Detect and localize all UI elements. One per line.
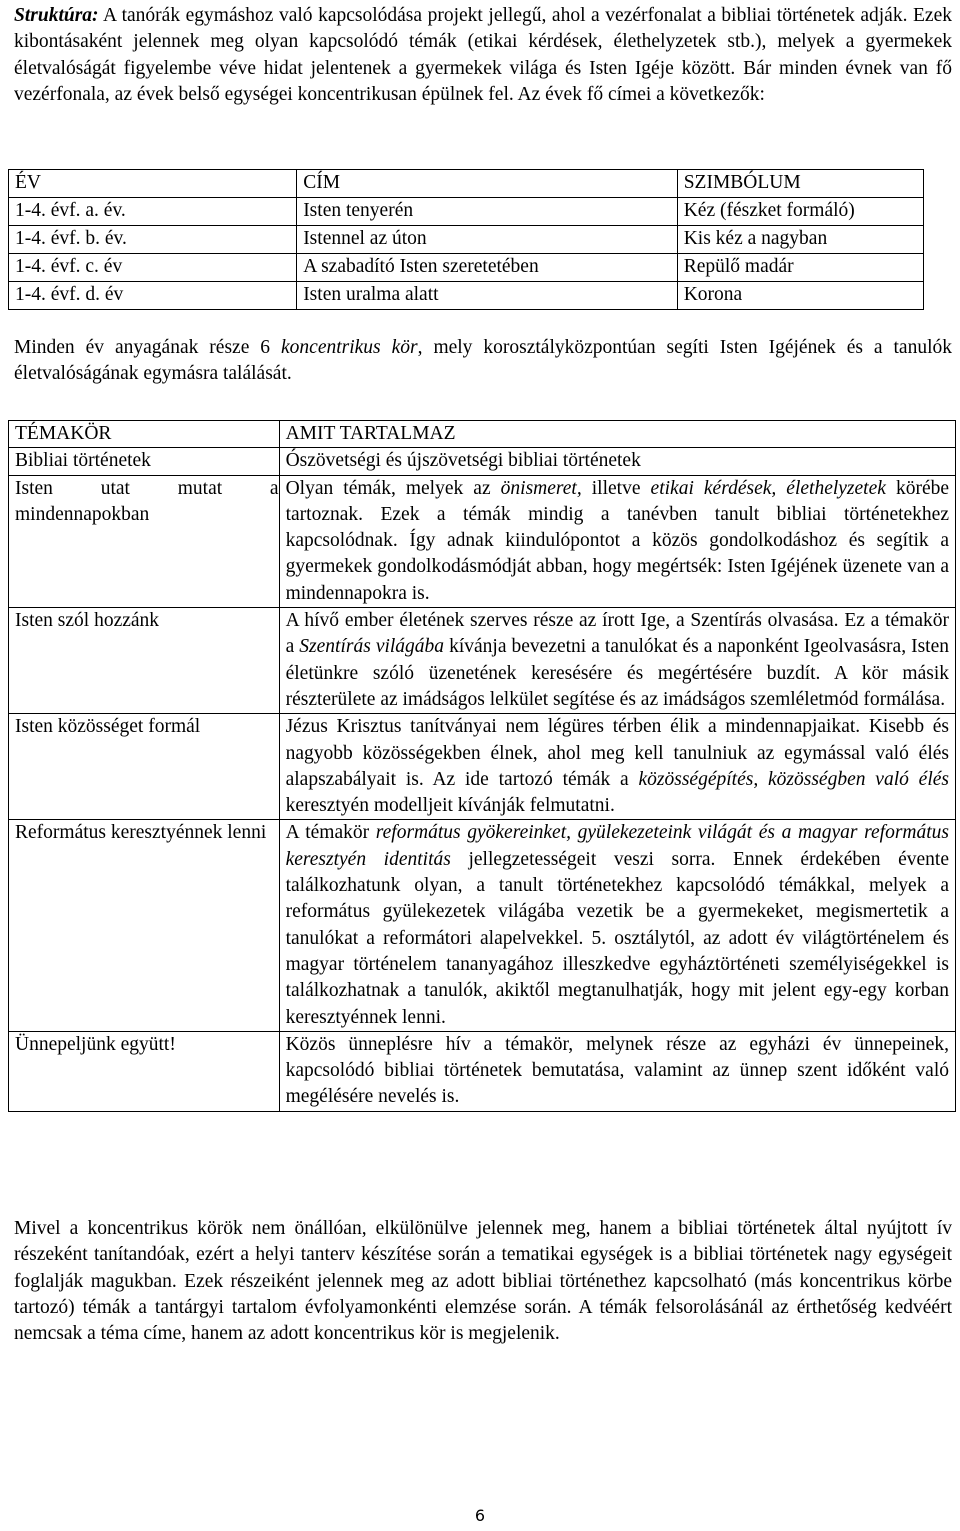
topic-cell: Református keresztyénnek lenni bbox=[9, 820, 280, 1031]
content-cell bbox=[279, 608, 955, 714]
structure-paragraph bbox=[14, 3, 952, 108]
content-text: Közös ünneplésre hív a témakör, melynek része az egyházi év ünnepeinek, kapcsolódó bibliai történetek bemutatása, valamint az ünnep szent időként való megélésére nevelés is. bbox=[285, 1033, 949, 1108]
years-table-header bbox=[9, 170, 924, 198]
concentric-paragraph bbox=[14, 335, 952, 388]
concentric-emphasis: koncentrikus kör bbox=[281, 337, 418, 358]
topics-table bbox=[8, 420, 956, 1112]
content-text: kívánja bevezetni a tanulókat és a naponként Igeolvasásra, Isten életünkre szóló üzenetének keresésére és megértésére buzdít. A kör másik részterülete az imádságos lelkület segítése és az imádságos szemléletmód formálása. bbox=[285, 636, 949, 710]
structure-label: Struktúra: bbox=[14, 5, 99, 26]
content-cell bbox=[279, 1031, 955, 1111]
table-row bbox=[9, 608, 956, 714]
years-table bbox=[8, 169, 924, 310]
title-cell: Isten uralma alatt bbox=[297, 282, 678, 310]
concentric-text-before: Minden év anyagának része 6 bbox=[14, 337, 282, 358]
closing-text: Mivel a koncentrikus körök nem önállóan, elkülönülve jelennek meg, hanem a bibliai történetek által nyújtott ív részeként tanítandóak, ezért a helyi tanterv készítése során a tematikai egységek is a bibliai történetek nagy egységeit foglalják magukban. Ezek részeiként jelennek meg az adott bibliai történethez kapcsolható (más koncentrikus körbe tartozó) témák a tantárgyi tartalom évfolyamonkénti elemzése során. A témák felsorolásánál az érthetőség kedvéért nemcsak a téma címe, hanem az adott koncentrikus kör is megjelenik. bbox=[14, 1218, 952, 1345]
table-row bbox=[9, 254, 924, 282]
content-text: körébe tartoznak. Ezek a témák mindig a tanévben tanult bibliai történetekhez kapcsolódnak. Így adnak kiindulópontot a közös gondolkodáshoz és segítik a gyermekek gondolkodásmódját abban, hogy megértsék: Isten Igéjének üzenete van a mindennapokra is. bbox=[285, 477, 950, 604]
content-text: A hívő ember életének szerves része az írott Ige, a Szentírás olvasása. Ez a témakör a bbox=[285, 610, 949, 658]
closing-paragraph bbox=[14, 1216, 952, 1347]
topic-cell: Bibliai történetek bbox=[9, 448, 280, 475]
content-text: jellegzetességeit veszi sorra. Ennek érdekében évente találkozhatunk olyan, a tanult történetekhez kapcsolódó témákkal, melyek a református gyülekezetek világába vezetik be a gyermekeket, megismertetik a tanulókat a reformátori alapelvekkel. 5. osztálytól, az adott év világtörténelem és magyar történelem tananyagához illeszkedve egyháztörténeti személyiségekkel is találkozhatnak a tanulók, akiktől megtanulhatják, hogy mit jelent egy-egy korban keresztyénnek lenni. bbox=[285, 848, 949, 1028]
content-emphasis: etikai kérdések, élethelyzetek bbox=[650, 477, 886, 499]
table-row bbox=[9, 714, 956, 820]
content-emphasis: Szentírás világába bbox=[299, 636, 445, 658]
year-cell: 1-4. évf. d. év bbox=[9, 282, 297, 310]
concentric-text-after: , mely korosztályközpontúan segíti Isten Igéjének és a tanulók életvalóságának egymásra találását. bbox=[14, 337, 952, 385]
topic-cell: Ünnepeljünk együtt! bbox=[9, 1031, 280, 1111]
topic-cell: Isten közösséget formál bbox=[9, 714, 280, 820]
content-text: illetve bbox=[581, 477, 651, 499]
content-text: Ószövetségi és újszövetségi bibliai történetek bbox=[285, 450, 641, 472]
content-text: Jézus Krisztus tanítványai nem légüres térben élik a mindennapjaikat. Kisebb és nagyobb közösségekben élnek, ahol meg kell tanulniuk az egymással való élés alapszabályait is. Az ide tartozó témák a bbox=[285, 716, 949, 790]
table-row bbox=[9, 475, 956, 607]
table-row bbox=[9, 226, 924, 254]
title-cell: Isten tenyerén bbox=[297, 198, 678, 226]
title-cell: A szabadító Isten szeretetében bbox=[297, 254, 678, 282]
symbol-cell: Korona bbox=[677, 282, 923, 310]
symbol-cell: Kis kéz a nagyban bbox=[677, 226, 923, 254]
content-cell bbox=[279, 714, 955, 820]
page-number: 6 bbox=[474, 1506, 486, 1525]
table-row bbox=[9, 198, 924, 226]
table-row bbox=[9, 448, 956, 475]
table-row bbox=[9, 1031, 956, 1111]
header-cell: TÉMAKÖR bbox=[9, 421, 280, 448]
content-emphasis: önismeret, bbox=[500, 477, 582, 499]
header-cell: CÍM bbox=[297, 170, 678, 198]
table-row bbox=[9, 282, 924, 310]
year-cell: 1-4. évf. b. év. bbox=[9, 226, 297, 254]
content-emphasis: közösségépítés, közösségben való élés bbox=[638, 768, 949, 790]
content-cell bbox=[279, 448, 955, 475]
topic-cell: Isten utat mutat a mindennapokban bbox=[9, 475, 280, 607]
title-cell: Istennel az úton bbox=[297, 226, 678, 254]
topics-table-header bbox=[9, 421, 956, 448]
table-row bbox=[9, 820, 956, 1031]
content-text: keresztyén modelljeit kívánják felmutatni. bbox=[285, 795, 615, 817]
year-cell: 1-4. évf. c. év bbox=[9, 254, 297, 282]
header-cell: AMIT TARTALMAZ bbox=[279, 421, 955, 448]
structure-text: A tanórák egymáshoz való kapcsolódása projekt jellegű, ahol a vezérfonalat a bibliai történetek adják. Ezek kibontásaként jelennek meg olyan kapcsolódó témák (etikai kérdések, élethelyzetek stb.), melyek a gyermekek életvalóságát figyelembe véve hidat jelentenek a gyermekek világa és Isten Igéje között. Bár minden évnek van fő vezérfonala, az évek belső egységei koncentrikusan épülnek fel. Az évek fő címei a következők: bbox=[14, 5, 952, 105]
content-cell bbox=[279, 820, 955, 1031]
content-cell bbox=[279, 475, 955, 607]
topic-cell: Isten szól hozzánk bbox=[9, 608, 280, 714]
header-cell: ÉV bbox=[9, 170, 297, 198]
header-cell: SZIMBÓLUM bbox=[677, 170, 923, 198]
symbol-cell: Repülő madár bbox=[677, 254, 923, 282]
year-cell: 1-4. évf. a. év. bbox=[9, 198, 297, 226]
content-text: A témakör bbox=[285, 822, 376, 844]
content-text: Olyan témák, melyek az bbox=[285, 477, 501, 499]
content-emphasis: református gyökereinket, gyülekezeteink világát és a magyar református keresztyén identitás bbox=[285, 822, 950, 870]
symbol-cell: Kéz (fészket formáló) bbox=[677, 198, 923, 226]
